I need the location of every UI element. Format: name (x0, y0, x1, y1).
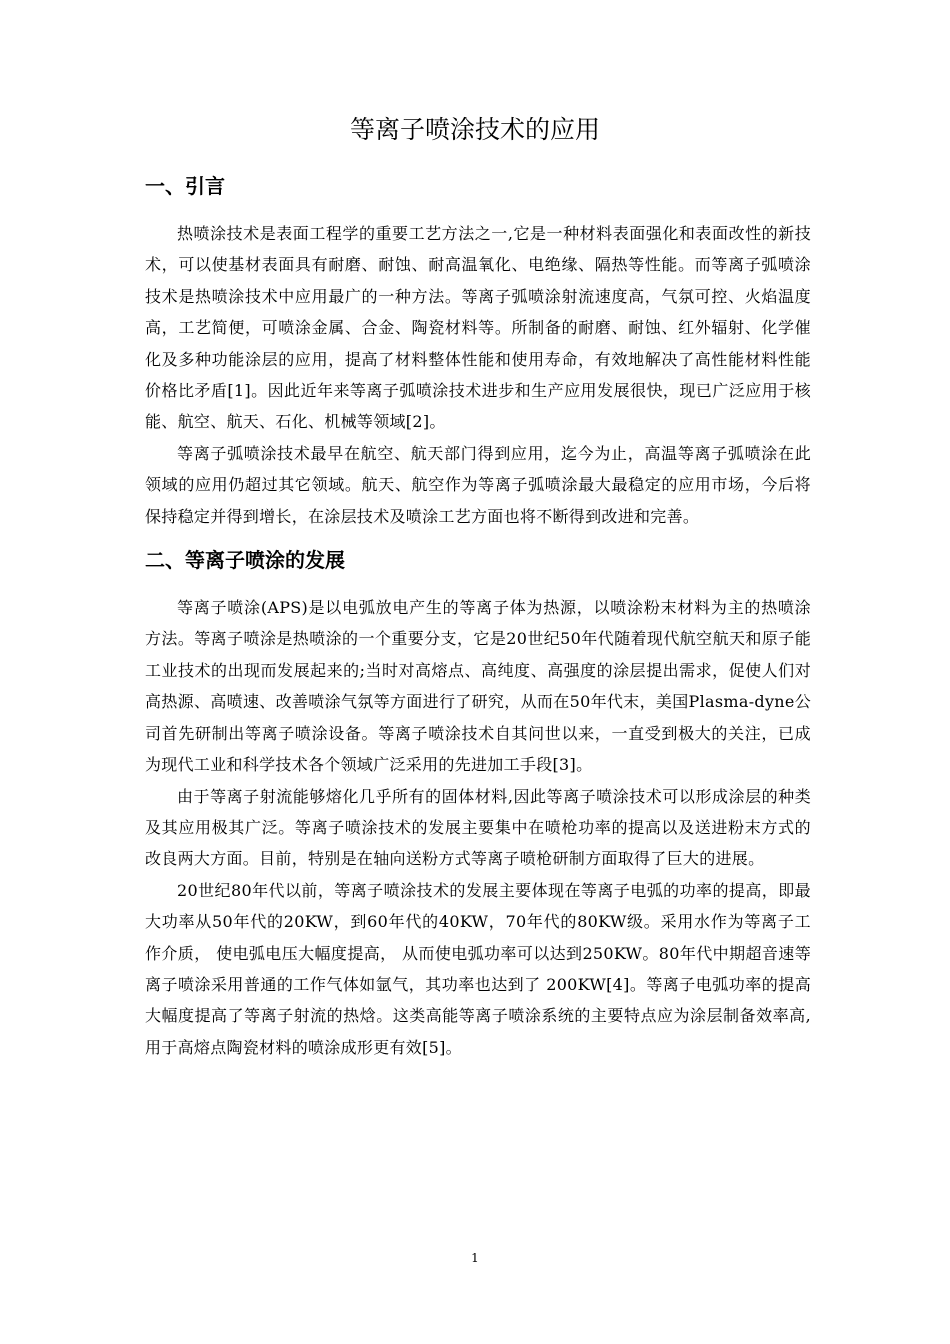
paragraph-intro-2: 等离子弧喷涂技术最早在航空、航天部门得到应用，迄今为止，高温等离子弧喷涂在此领域的应用仍超过其它领域。航天、航空作为等离子弧喷涂最大最稳定的应用市场，今后将保持稳定并得到增长，在涂层技术及喷涂工艺方面也将不断得到改进和完善。 (145, 443, 811, 526)
document-body (145, 170, 811, 1063)
paragraph-development-2: 由于等离子射流能够熔化几乎所有的固体材料,因此等离子喷涂技术可以形成涂层的种类及其应用极其广泛。等离子喷涂技术的发展主要集中在喷枪功率的提高以及送进粉末方式的改良两大方面。目前，特别是在轴向送粉方式等离子喷枪研制方面取得了巨大的进展。 (145, 786, 811, 869)
section-introduction (145, 170, 811, 532)
document-title: 等离子喷涂技术的应用 (349, 115, 600, 144)
paragraph-development-1: 等离子喷涂(APS)是以电弧放电产生的等离子体为热源，以喷涂粉末材料为主的热喷涂方法。等离子喷涂是热喷涂的一个重要分支，它是20世纪50年代随着现代航空航天和原子能工业技术的出现而发展起来的;当时对高熔点、高纯度、高强度的涂层提出需求，促使人们对高热源、高喷速、改善喷涂气氛等方面进行了研究，从而在50年代末，美国Plasma-dyne公司首先研制出等离子喷涂设备。等离子喷涂技术自其问世以来，一直受到极大的关注，已成为现代工业和科学技术各个领域广泛采用的先进加工手段[3]。 (145, 598, 811, 775)
paragraph-intro-1: 热喷涂技术是表面工程学的重要工艺方法之一,它是一种材料表面强化和表面改性的新技术，可以使基材表面具有耐磨、耐蚀、耐高温氧化、电绝缘、隔热等性能。而等离子弧喷涂技术是热喷涂技术中应用最广的一种方法。等离子弧喷涂射流速度高，气氛可控、火焰温度高，工艺简便，可喷涂金属、合金、陶瓷材料等。所制备的耐磨、耐蚀、红外辐射、化学催化及多种功能涂层的应用，提高了材料整体性能和使用寿命，有效地解决了高性能材料性能价格比矛盾[1]。因此近年来等离子弧喷涂技术进步和生产应用发展很快，现已广泛应用于核能、航空、航天、石化、机械等领域[2]。 (145, 224, 811, 432)
section-development (145, 544, 811, 1063)
page-number: 1 (471, 1251, 479, 1265)
paragraph-development-3: 20世纪80年代以前，等离子喷涂技术的发展主要体现在等离子电弧的功率的提高，即最大功率从50年代的20KW，到60年代的40KW，70年代的80KW级。采用水作为等离子工作介质， 使电弧电压大幅度提高， 从而使电弧功率可以达到250KW。80年代中期超音速等离子喷涂采用普通的工作气体如氩气，其功率也达到了 200KW[4]。等离子电弧功率的提高大幅度提高了等离子射流的热焓。这类高能等离子喷涂系统的主要特点应为涂层制备效率高,用于高熔点陶瓷材料的喷涂成形更有效[5]。 (145, 880, 811, 1057)
section-heading-introduction: 一、引言 (145, 174, 225, 198)
section-heading-development: 二、等离子喷涂的发展 (145, 548, 345, 573)
